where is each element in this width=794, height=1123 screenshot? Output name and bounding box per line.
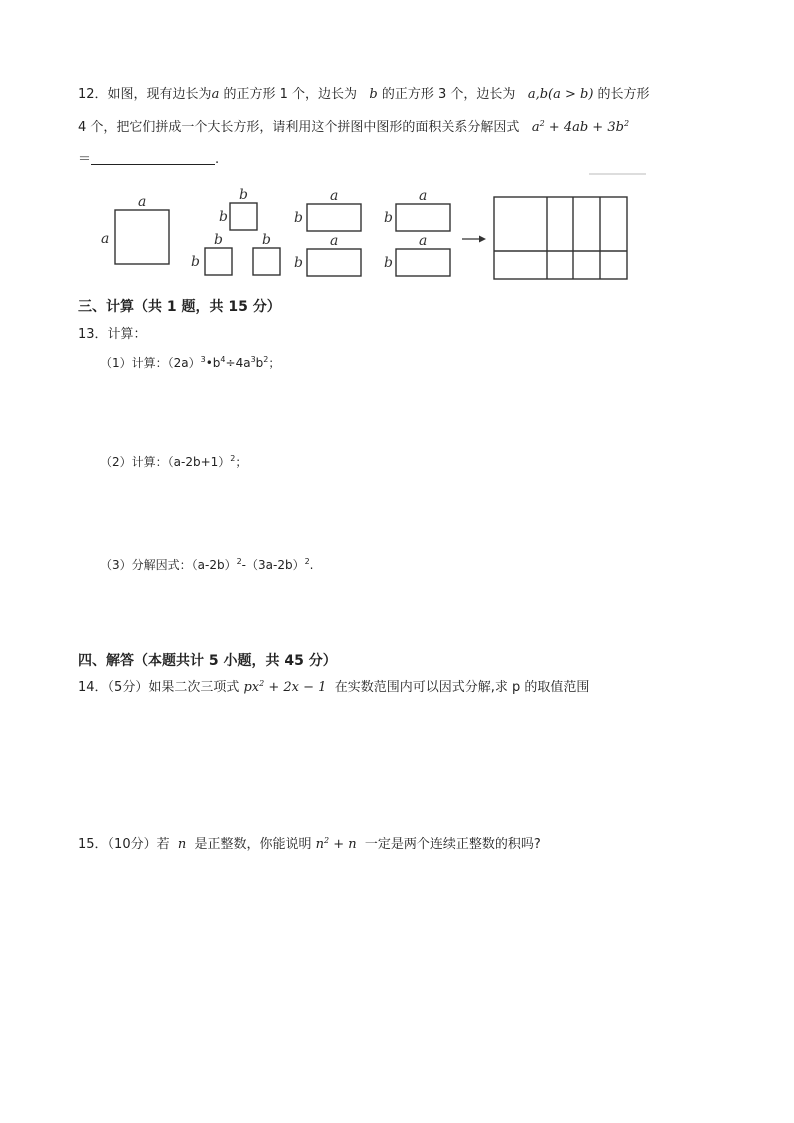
label-b-2-left: b: [191, 254, 200, 270]
label-a-left: a: [101, 231, 110, 247]
rect-ab-3: [396, 204, 450, 231]
label-rect-2-b: b: [294, 255, 303, 271]
square-b-3: [253, 248, 280, 275]
assembled-rectangle: [494, 197, 627, 279]
q13-label: 13．计算：: [78, 327, 147, 342]
label-b-3-top: b: [262, 232, 271, 248]
q13-sub3: （3）分解因式：$(a-2b)^2-(3a-2b)^2$.: [100, 557, 314, 572]
label-rect-1-a: a: [330, 188, 339, 204]
q15: 15．（10分）若 n 是正整数，你能说明 $n^2 + n$ 一定是两个连续正整数的积吗?: [78, 836, 541, 852]
section3-title: 三、计算（共 1 题，共 15 分）: [78, 299, 281, 315]
rect-ab-2: [307, 249, 361, 276]
q15-var-n: n: [177, 837, 187, 852]
square-a: [115, 210, 169, 264]
q12-var-b: b: [369, 87, 378, 102]
rect-ab-1: [307, 204, 361, 231]
q12-expression: $a^2 + 4ab + 3b^2$: [531, 119, 630, 135]
square-b-1: [230, 203, 257, 230]
q14-expression: $px^2 + 2x - 1$: [243, 679, 327, 695]
label-rect-3-a: a: [419, 188, 428, 204]
tiling-figure: [0, 0, 794, 300]
section4-title: 四、解答（本题共计 5 小题，共 45 分）: [78, 653, 337, 669]
q13-sub1: （1）计算：$(2a)^3•b^4\div 4a^3b^2$；: [100, 355, 281, 370]
label-rect-3-b: b: [384, 210, 393, 226]
label-rect-4-b: b: [384, 255, 393, 271]
q12-var-a: a: [211, 87, 220, 102]
period: .: [215, 152, 220, 167]
label-rect-4-a: a: [419, 233, 428, 249]
label-rect-2-a: a: [330, 233, 339, 249]
q12-text-3: 的正方形 3 个，边长为: [377, 87, 516, 102]
q12-text-2: 的正方形 1 个，边长为: [219, 87, 357, 102]
label-a-top: a: [138, 194, 147, 210]
label-b-2-top: b: [214, 232, 223, 248]
equals-sign: ＝: [78, 152, 92, 167]
q13-sub2: （2）计算：$(a-2b+1)^2$；: [100, 454, 248, 469]
q15-expression: $n^2 + n$: [315, 836, 357, 852]
q12-ab-condition: a,b(a > b): [527, 87, 594, 102]
label-b-1-top: b: [239, 187, 248, 203]
q12-number: 12: [78, 87, 95, 102]
label-rect-1-b: b: [294, 210, 303, 226]
square-b-2: [205, 248, 232, 275]
q12-text-4: 的长方形: [593, 87, 650, 102]
q14: 14．（5分）如果二次三项式 $px^2 + 2x - 1$ 在实数范围内可以因式分解,求 p 的取值范围: [78, 679, 590, 695]
rect-ab-4: [396, 249, 450, 276]
arrow-head: [479, 236, 486, 243]
q12-text-1: ．如图，现有边长为: [94, 87, 212, 102]
q12-text-line2: 4 个，把它们拼成一个大长方形，请利用这个拼图中图形的面积关系分解因式: [78, 120, 520, 135]
label-b-1-left: b: [219, 209, 228, 225]
